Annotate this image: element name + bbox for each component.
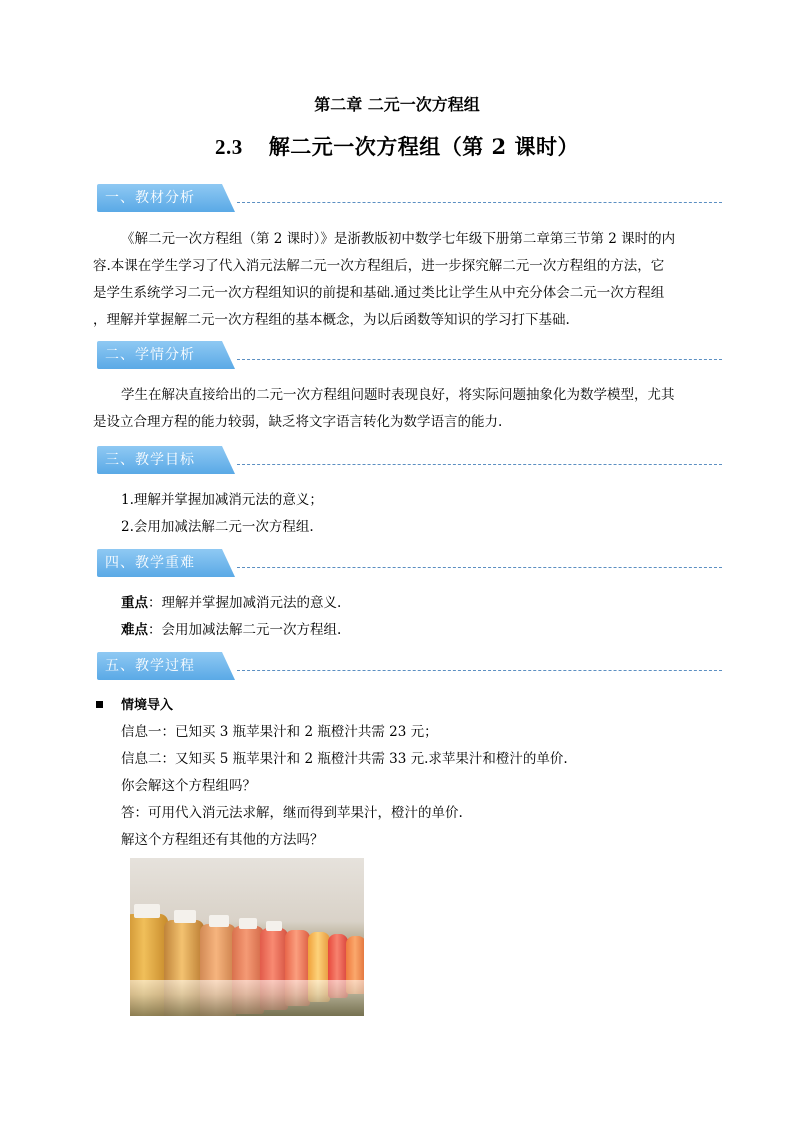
section-divider bbox=[237, 202, 722, 203]
difficult-point-text: ：会用加减法解二元一次方程组. bbox=[148, 622, 342, 638]
square-bullet-icon bbox=[96, 701, 103, 708]
section-label: 一、教材分析 bbox=[105, 190, 195, 206]
text-line: 《解二元一次方程组（第 2 课时）》是浙教版初中数学七年级下册第二章第三节第 2 课时的内 bbox=[121, 231, 676, 247]
key-point-text: ：理解并掌握加减消元法的意义. bbox=[148, 595, 342, 611]
process-line: 信息一：已知买 3 瓶苹果汁和 2 瓶橙汁共需 23 元； bbox=[121, 724, 438, 740]
section-label: 四、教学重难 bbox=[105, 555, 195, 571]
section-label: 五、教学过程 bbox=[105, 658, 195, 674]
lesson-number: 2.3 bbox=[215, 135, 243, 159]
goal-item: 1.理解并掌握加减消元法的意义； bbox=[121, 492, 323, 508]
juice-bottles-photo bbox=[130, 858, 364, 1016]
section-label: 二、学情分析 bbox=[105, 347, 195, 363]
text-line: 是设立合理方程的能力较弱，缺乏将文字语言转化为数学语言的能力. bbox=[93, 414, 503, 430]
process-line: 解这个方程组还有其他的方法吗？ bbox=[121, 832, 324, 848]
students-paragraph bbox=[93, 382, 713, 436]
process-line: 信息二：又知买 5 瓶苹果汁和 2 瓶橙汁共需 33 元.求苹果汁和橙汁的单价. bbox=[121, 751, 568, 767]
key-point-label: 重点 bbox=[121, 595, 148, 611]
section-header-materials bbox=[97, 184, 722, 212]
section-header-process bbox=[97, 652, 722, 680]
section-divider bbox=[237, 464, 722, 465]
text-line: 学生在解决直接给出的二元一次方程组问题时表现良好，将实际问题抽象化为数学模型，尤其 bbox=[121, 387, 675, 403]
lesson-title-text: 解二元一次方程组（第 2 课时） bbox=[268, 134, 579, 159]
text-line: ，理解并掌握解二元一次方程组的基本概念，为以后函数等知识的学习打下基础. bbox=[93, 312, 570, 328]
scenario-heading-text: 情境导入 bbox=[121, 698, 174, 713]
key-point bbox=[121, 590, 341, 616]
process-line: 答：可用代入消元法求解，继而得到苹果汁，橙汁的单价. bbox=[121, 805, 463, 821]
text-line: 容.本课在学生学习了代入消元法解二元一次方程组后，进一步探究解二元一次方程组的方法，它 bbox=[93, 258, 665, 274]
section-label: 三、教学目标 bbox=[105, 452, 195, 468]
difficult-point-label: 难点 bbox=[121, 622, 148, 638]
difficult-point bbox=[121, 617, 341, 643]
text-line: 是学生系统学习二元一次方程组知识的前提和基础.通过类比让学生从中充分体会二元一次方程组 bbox=[93, 285, 665, 301]
materials-paragraph bbox=[93, 226, 713, 334]
section-header-key-points bbox=[97, 549, 722, 577]
section-header-students bbox=[97, 341, 722, 369]
section-header-goals bbox=[97, 446, 722, 474]
process-line: 你会解这个方程组吗？ bbox=[121, 778, 256, 794]
section-divider bbox=[237, 670, 722, 671]
chapter-title: 第二章 二元一次方程组 bbox=[314, 95, 480, 114]
lesson-title bbox=[0, 130, 794, 164]
section-divider bbox=[237, 359, 722, 360]
section-divider bbox=[237, 567, 722, 568]
goal-item: 2.会用加减法解二元一次方程组. bbox=[121, 519, 314, 535]
scenario-heading bbox=[96, 696, 173, 716]
